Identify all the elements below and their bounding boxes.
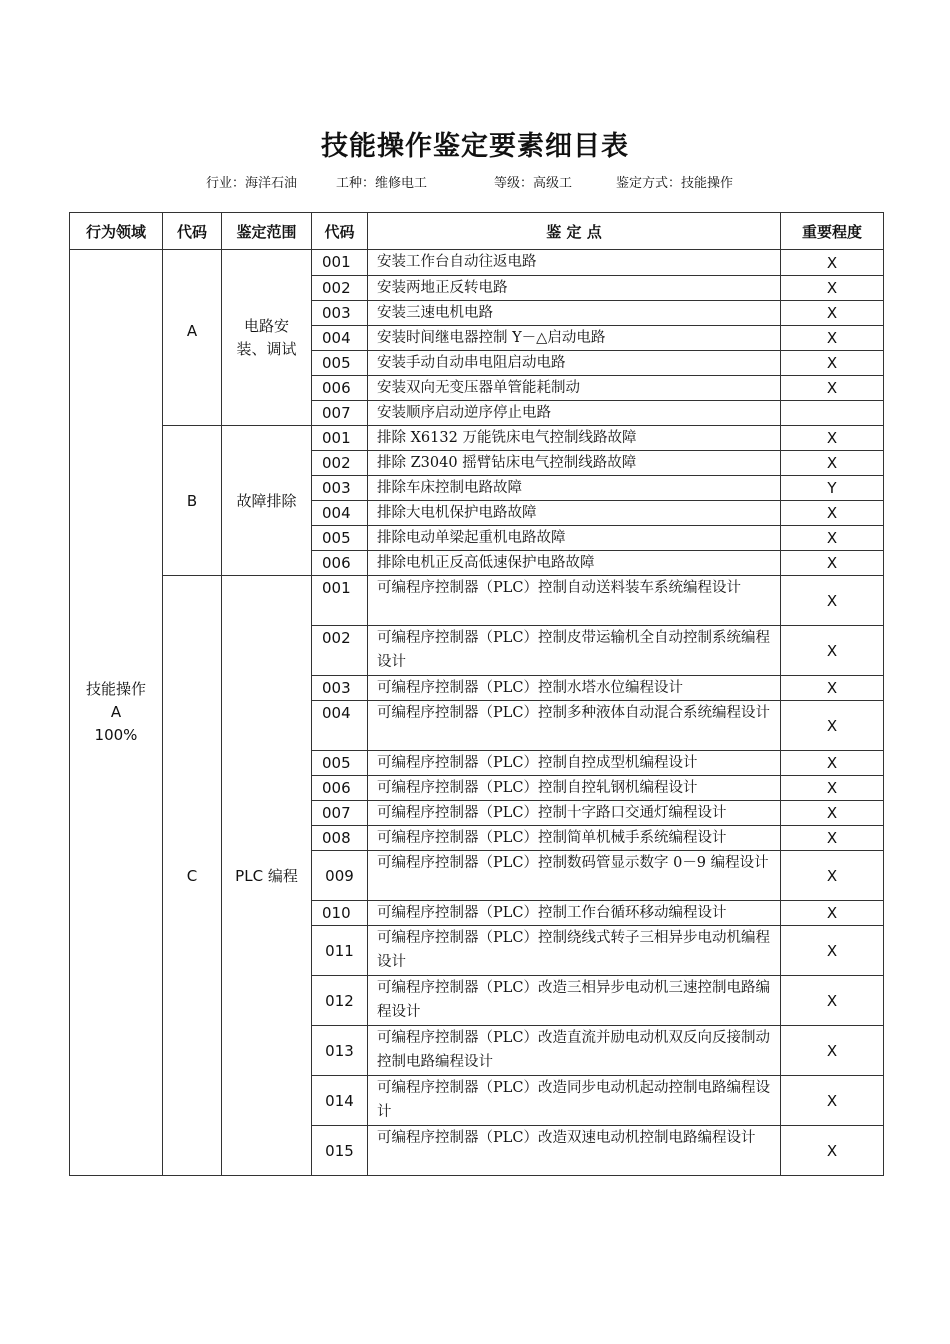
item-importance: X xyxy=(781,551,884,576)
domain-weight: 100% xyxy=(94,726,138,744)
item-code: 014 xyxy=(312,1076,368,1126)
table-row xyxy=(70,576,884,626)
item-point: 排除大电机保护电路故障 xyxy=(368,501,781,526)
item-code: 002 xyxy=(312,451,368,476)
item-code: 004 xyxy=(312,326,368,351)
category-code: C xyxy=(163,576,222,1176)
item-importance: X xyxy=(781,751,884,776)
elements-table xyxy=(69,212,884,1176)
item-point: 安装时间继电器控制 Y－△启动电路 xyxy=(368,326,781,351)
item-importance: X xyxy=(781,676,884,701)
item-importance: X xyxy=(781,576,884,626)
item-code: 001 xyxy=(312,426,368,451)
item-importance: Y xyxy=(781,476,884,501)
item-code: 002 xyxy=(312,626,368,676)
item-point: 排除电动单梁起重机电路故障 xyxy=(368,526,781,551)
item-importance: X xyxy=(781,1026,884,1076)
item-code: 001 xyxy=(312,576,368,626)
item-importance: X xyxy=(781,926,884,976)
header-importance: 重要程度 xyxy=(781,213,884,250)
item-point: 可编程序控制器（PLC）控制绕线式转子三相异步电动机编程设计 xyxy=(368,926,781,976)
page-title: 技能操作鉴定要素细目表 xyxy=(321,131,629,162)
item-importance: X xyxy=(781,451,884,476)
item-code: 003 xyxy=(312,476,368,501)
item-code: 006 xyxy=(312,376,368,401)
meta-trade: 工种：维修电工 xyxy=(336,176,428,191)
item-code: 011 xyxy=(312,926,368,976)
category-range: 故障排除 xyxy=(222,426,312,576)
item-code: 010 xyxy=(312,901,368,926)
item-importance: X xyxy=(781,1126,884,1176)
item-point: 排除车床控制电路故障 xyxy=(368,476,781,501)
item-importance: X xyxy=(781,801,884,826)
meta-industry: 行业：海洋石油 xyxy=(206,176,298,191)
item-code: 008 xyxy=(312,826,368,851)
item-importance: X xyxy=(781,776,884,801)
header-range: 鉴定范围 xyxy=(222,213,312,250)
item-importance: X xyxy=(781,301,884,326)
item-point: 可编程序控制器（PLC）控制自控成型机编程设计 xyxy=(368,751,781,776)
item-code: 002 xyxy=(312,276,368,301)
item-point: 安装两地正反转电路 xyxy=(368,276,781,301)
item-point: 排除 Z3040 摇臂钻床电气控制线路故障 xyxy=(368,451,781,476)
header-point: 鉴 定 点 xyxy=(368,213,781,250)
item-importance: X xyxy=(781,376,884,401)
item-importance: X xyxy=(781,351,884,376)
item-importance: X xyxy=(781,901,884,926)
item-code: 005 xyxy=(312,751,368,776)
item-code: 012 xyxy=(312,976,368,1026)
header-code2: 代码 xyxy=(312,213,368,250)
domain-name: 技能操作 xyxy=(85,680,146,698)
table-header-row xyxy=(70,213,884,250)
item-point: 可编程序控制器（PLC）改造三相异步电动机三速控制电路编程设计 xyxy=(368,976,781,1026)
item-code: 004 xyxy=(312,701,368,751)
item-importance: X xyxy=(781,501,884,526)
item-importance: X xyxy=(781,1076,884,1126)
item-importance: X xyxy=(781,326,884,351)
meta-method: 鉴定方式：技能操作 xyxy=(616,176,734,191)
domain-cell xyxy=(70,250,163,1176)
item-code: 006 xyxy=(312,551,368,576)
item-point: 可编程序控制器（PLC）控制工作台循环移动编程设计 xyxy=(368,901,781,926)
category-range: 电路安装、调试 xyxy=(222,250,312,426)
category-code: B xyxy=(163,426,222,576)
meta-level: 等级：高级工 xyxy=(494,176,573,191)
header-domain: 行为领域 xyxy=(70,213,163,250)
item-importance: X xyxy=(781,626,884,676)
item-code: 007 xyxy=(312,801,368,826)
item-code: 013 xyxy=(312,1026,368,1076)
item-importance xyxy=(781,401,884,426)
item-code: 005 xyxy=(312,526,368,551)
item-importance: X xyxy=(781,701,884,751)
item-code: 007 xyxy=(312,401,368,426)
item-point: 安装工作台自动往返电路 xyxy=(368,250,781,276)
item-point: 安装双向无变压器单管能耗制动 xyxy=(368,376,781,401)
item-code: 006 xyxy=(312,776,368,801)
item-point: 可编程序控制器（PLC）控制十字路口交通灯编程设计 xyxy=(368,801,781,826)
item-code: 003 xyxy=(312,676,368,701)
item-point: 可编程序控制器（PLC）控制多种液体自动混合系统编程设计 xyxy=(368,701,781,751)
item-point: 安装三速电机电路 xyxy=(368,301,781,326)
item-point: 可编程序控制器（PLC）控制水塔水位编程设计 xyxy=(368,676,781,701)
table-row xyxy=(70,426,884,451)
item-importance: X xyxy=(781,526,884,551)
item-point: 可编程序控制器（PLC）控制皮带运输机全自动控制系统编程设计 xyxy=(368,626,781,676)
domain-code: A xyxy=(110,703,122,721)
category-range: PLC 编程 xyxy=(222,576,312,1176)
item-importance: X xyxy=(781,250,884,276)
item-point: 可编程序控制器（PLC）改造同步电动机起动控制电路编程设计 xyxy=(368,1076,781,1126)
header-code1: 代码 xyxy=(163,213,222,250)
item-code: 004 xyxy=(312,501,368,526)
item-code: 009 xyxy=(312,851,368,901)
item-point: 可编程序控制器（PLC）改造直流并励电动机双反向反接制动控制电路编程设计 xyxy=(368,1026,781,1076)
item-point: 可编程序控制器（PLC）控制自控轧钢机编程设计 xyxy=(368,776,781,801)
item-point: 可编程序控制器（PLC）控制数码管显示数字 0－9 编程设计 xyxy=(368,851,781,901)
item-point: 可编程序控制器（PLC）控制简单机械手系统编程设计 xyxy=(368,826,781,851)
item-code: 001 xyxy=(312,250,368,276)
item-code: 005 xyxy=(312,351,368,376)
item-importance: X xyxy=(781,826,884,851)
item-code: 003 xyxy=(312,301,368,326)
category-code: A xyxy=(163,250,222,426)
item-point: 可编程序控制器（PLC）控制自动送料装车系统编程设计 xyxy=(368,576,781,626)
item-importance: X xyxy=(781,276,884,301)
item-importance: X xyxy=(781,426,884,451)
item-point: 可编程序控制器（PLC）改造双速电动机控制电路编程设计 xyxy=(368,1126,781,1176)
item-point: 排除 X6132 万能铣床电气控制线路故障 xyxy=(368,426,781,451)
table-body xyxy=(70,250,884,1176)
item-point: 排除电机正反高低速保护电路故障 xyxy=(368,551,781,576)
item-importance: X xyxy=(781,976,884,1026)
item-point: 安装顺序启动逆序停止电路 xyxy=(368,401,781,426)
table-row xyxy=(70,250,884,276)
item-importance: X xyxy=(781,851,884,901)
item-code: 015 xyxy=(312,1126,368,1176)
item-point: 安装手动自动串电阻启动电路 xyxy=(368,351,781,376)
